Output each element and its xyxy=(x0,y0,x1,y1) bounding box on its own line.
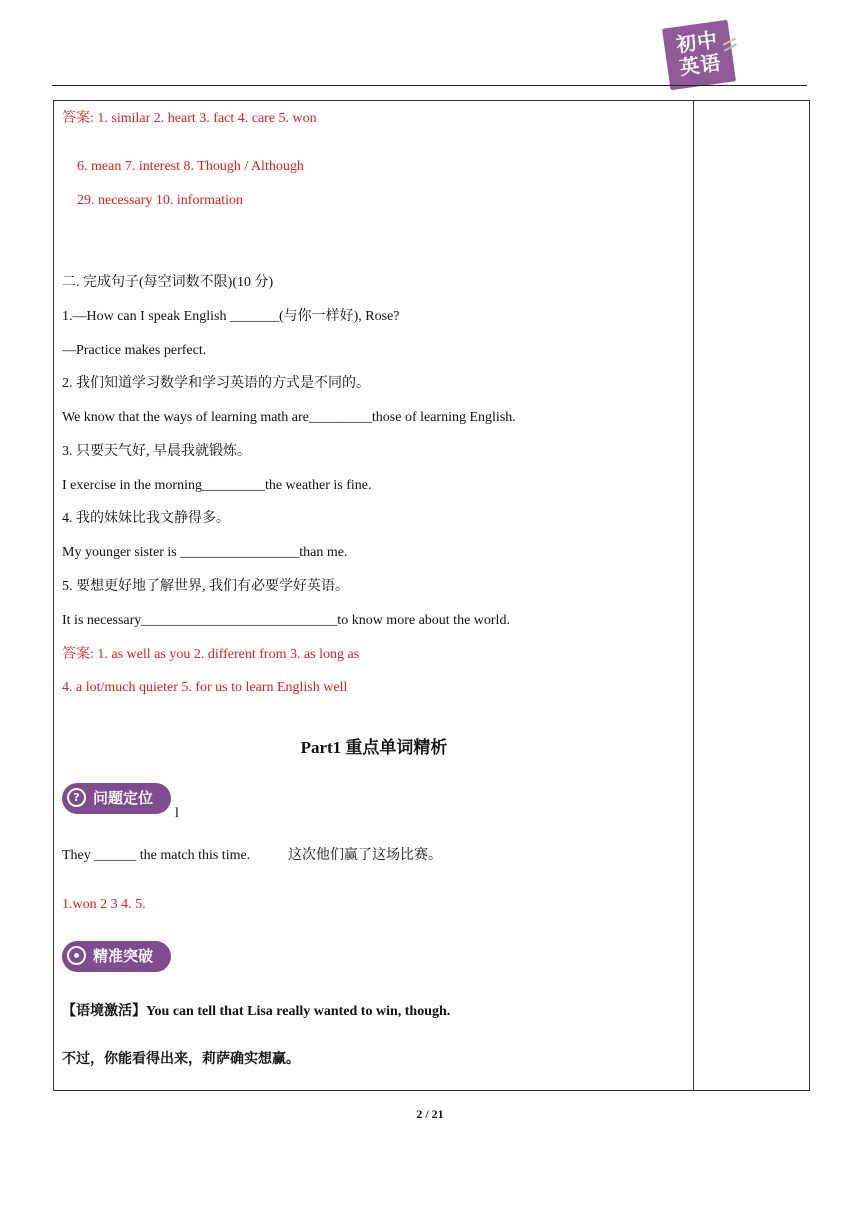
example-sentence: They ______ the match this time. xyxy=(62,848,251,863)
page-number: 2 / 21 xyxy=(416,1107,444,1121)
question-icon: ? xyxy=(67,788,86,807)
answer-line-1: 答案: 1. similar 2. heart 3. fact 4. care 5. won xyxy=(62,111,317,126)
precise-breakthrough-badge xyxy=(62,941,171,972)
question-2-chinese: 2. 我们知道学习数学和学习英语的方式是不同的。 xyxy=(62,376,370,391)
question-4-chinese: 4. 我的妹妹比我文静得多。 xyxy=(62,511,230,526)
badge-label: 问题定位 xyxy=(93,789,154,807)
table-column-divider xyxy=(693,100,694,1091)
problem-locate-badge xyxy=(62,783,171,814)
question-3-chinese: 3. 只要天气好, 早晨我就锻炼。 xyxy=(62,444,251,459)
target-icon xyxy=(67,946,86,965)
logo-line-2: 英语 xyxy=(677,50,723,80)
item-marker: l xyxy=(175,806,179,821)
context-sentence: 【语境激活】You can tell that Lisa really wanted to win, though. xyxy=(62,1004,451,1019)
question-4-english: My younger sister is _________________than me. xyxy=(62,545,348,560)
section-answers-2: 4. a lot/much quieter 5. for us to learn English well xyxy=(62,680,348,695)
header-rule xyxy=(52,85,807,86)
brand-logo xyxy=(662,20,736,91)
context-translation: 不过，你能看得出来，莉萨确实想赢。 xyxy=(62,1052,300,1067)
badge-label: 精准突破 xyxy=(93,947,154,965)
question-1-reply: —Practice makes perfect. xyxy=(62,343,207,358)
answer-line-2: 6. mean 7. interest 8. Though / Although xyxy=(77,159,304,174)
example-translation: 这次他们赢了这场比赛。 xyxy=(288,848,442,863)
part-title: Part1 重点单词精析 xyxy=(300,738,448,757)
question-2-english: We know that the ways of learning math are_________those of learning English. xyxy=(62,410,516,425)
example-answers: 1.won 2 3 4. 5. xyxy=(62,897,146,912)
section-heading: 二. 完成句子(每空词数不限)(10 分) xyxy=(62,275,274,290)
section-answers-1: 答案: 1. as well as you 2. different from 3. as long as xyxy=(62,647,360,662)
question-5-english: It is necessary____________________________to know more about the world. xyxy=(62,613,510,628)
question-5-chinese: 5. 要想更好地了解世界, 我们有必要学好英语。 xyxy=(62,579,349,594)
question-1: 1.—How can I speak English _______(与你一样好), Rose? xyxy=(62,309,400,324)
logo-line-1: 初中 xyxy=(674,27,720,57)
question-3-english: I exercise in the morning_________the weather is fine. xyxy=(62,478,372,493)
answer-line-3: 29. necessary 10. information xyxy=(77,193,244,208)
